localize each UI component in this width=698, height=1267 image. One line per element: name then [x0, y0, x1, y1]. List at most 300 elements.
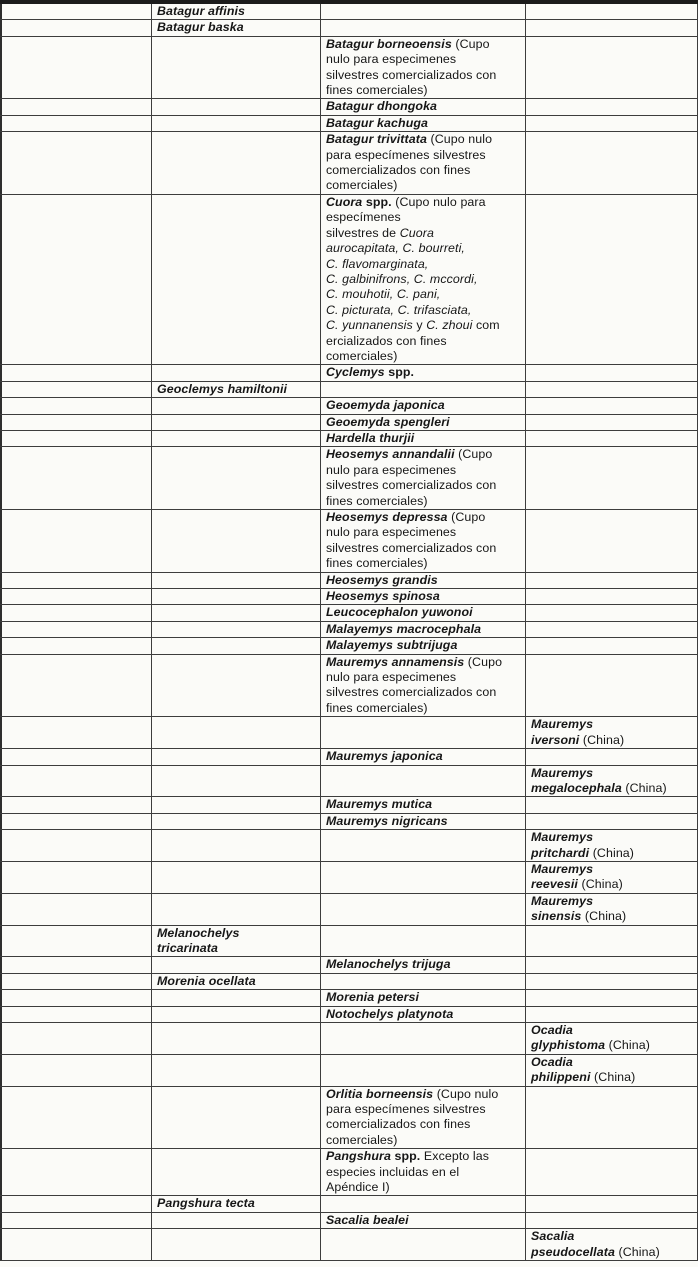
annotation-text: comercializados con fines — [326, 163, 471, 178]
text-line — [326, 478, 522, 493]
annotation-text: para especímenes silvestres — [326, 147, 486, 162]
text-line — [531, 1038, 694, 1053]
table-cell-col3 — [321, 797, 526, 812]
species-name-text: Malayemys macrocephala — [326, 621, 482, 636]
table-cell-col4 — [526, 573, 698, 588]
table-cell-col4 — [526, 605, 698, 620]
text-line — [326, 1007, 522, 1022]
table-cell-col1 — [0, 1087, 152, 1149]
table-cell-col2 — [152, 132, 321, 194]
table-cell-col2 — [152, 957, 321, 972]
table-cell-col3 — [321, 830, 526, 861]
table-cell-col1 — [0, 797, 152, 812]
text-line — [326, 99, 522, 114]
table-row — [0, 589, 698, 605]
species-name-text: C. mouhotii, C. pani, — [326, 287, 441, 302]
species-name-text: Ocadia — [531, 1023, 573, 1037]
species-name-text: Pangshura — [326, 1149, 391, 1164]
species-name-text: Mauremys — [531, 861, 594, 876]
text-line — [326, 525, 522, 540]
table-cell-col2 — [152, 1023, 321, 1054]
table-cell-col1 — [0, 365, 152, 380]
table-cell-col4 — [526, 1055, 698, 1086]
annotation-text: (Cupo — [451, 36, 490, 51]
text-line — [326, 195, 522, 210]
table-cell-col1 — [0, 37, 152, 99]
table-cell-col3 — [321, 957, 526, 972]
table-cell-col4 — [526, 37, 698, 99]
text-line — [157, 382, 317, 397]
table-cell-col2 — [152, 4, 321, 19]
annotation-text: comerciales) — [326, 348, 398, 363]
table-cell-col2 — [152, 814, 321, 829]
text-line — [326, 494, 522, 509]
table-row — [0, 638, 698, 654]
table-cell-col3 — [321, 605, 526, 620]
table-cell-col3 — [321, 431, 526, 446]
table-cell-col2 — [152, 862, 321, 893]
table-cell-col3 — [321, 717, 526, 748]
table-row — [0, 957, 698, 973]
table-cell-col3 — [321, 99, 526, 114]
text-line — [326, 210, 522, 225]
text-line — [531, 1070, 694, 1085]
table-cell-col2 — [152, 1087, 321, 1149]
text-line — [326, 1180, 522, 1195]
table-row — [0, 1055, 698, 1087]
text-line — [531, 781, 694, 796]
table-cell-col2 — [152, 974, 321, 989]
table-cell-col3 — [321, 37, 526, 99]
table-cell-col3 — [321, 1196, 526, 1211]
annotation-text: fines comerciales) — [326, 83, 428, 98]
table-cell-col1 — [0, 1023, 152, 1054]
text-line — [326, 447, 522, 462]
table-row — [0, 766, 698, 798]
table-row — [0, 814, 698, 830]
table-cell-col3 — [321, 749, 526, 764]
table-cell-col3 — [321, 398, 526, 413]
table-cell-col2 — [152, 1055, 321, 1086]
table-row — [0, 926, 698, 958]
table-cell-col2 — [152, 37, 321, 99]
species-name-text: pseudocellata — [531, 1244, 615, 1259]
table-cell-col2 — [152, 622, 321, 637]
text-line — [326, 226, 522, 241]
species-name-text: Geoclemys hamiltonii — [157, 381, 288, 396]
table-row — [0, 132, 698, 195]
species-name-text: sinensis — [531, 909, 582, 924]
species-name-text: Mauremys japonica — [326, 749, 443, 764]
annotation-text: (Cupo — [464, 654, 503, 669]
table-cell-col1 — [0, 717, 152, 748]
table-cell-col1 — [0, 622, 152, 637]
species-name-text: Orlitia borneensis — [326, 1086, 434, 1101]
table-cell-col3 — [321, 894, 526, 925]
table-cell-col2 — [152, 990, 321, 1005]
table-cell-col4 — [526, 814, 698, 829]
text-line — [326, 573, 522, 588]
table-cell-col2 — [152, 1149, 321, 1195]
table-cell-col1 — [0, 1007, 152, 1022]
table-cell-col3 — [321, 990, 526, 1005]
annotation-text: (Cupo nulo — [433, 1086, 499, 1101]
species-name-text: Mauremys — [531, 893, 594, 908]
table-row — [0, 1023, 698, 1055]
table-cell-col4 — [526, 1149, 698, 1195]
text-line — [326, 116, 522, 131]
text-line — [531, 766, 694, 781]
table-cell-col1 — [0, 814, 152, 829]
text-line — [326, 605, 522, 620]
table-cell-col2 — [152, 749, 321, 764]
table-cell-col4 — [526, 398, 698, 413]
text-line — [326, 257, 522, 272]
annotation-text: (Cupo — [454, 447, 493, 462]
text-line — [531, 909, 694, 924]
annotation-text: (China) — [589, 845, 635, 860]
annotation-text: com — [472, 318, 500, 333]
text-line — [326, 272, 522, 287]
text-line — [157, 20, 317, 35]
table-cell-col1 — [0, 447, 152, 509]
annotation-text: (China) — [621, 780, 667, 795]
text-line — [326, 670, 522, 685]
annotation-text: comerciales) — [326, 178, 398, 193]
table-cell-col1 — [0, 1055, 152, 1086]
species-name-text: spp. — [384, 365, 415, 380]
table-cell-col1 — [0, 655, 152, 717]
species-name-text: Morenia ocellata — [157, 973, 256, 988]
table-cell-col3 — [321, 655, 526, 717]
table-cell-col3 — [321, 116, 526, 131]
table-cell-col2 — [152, 447, 321, 509]
table-row — [0, 749, 698, 765]
table-cell-col4 — [526, 1196, 698, 1211]
text-line — [326, 638, 522, 653]
table-cell-col1 — [0, 132, 152, 194]
table-row — [0, 797, 698, 813]
annotation-text: nulo para especimenes — [326, 525, 457, 540]
table-cell-col2 — [152, 830, 321, 861]
table-cell-col1 — [0, 638, 152, 653]
table-cell-col4 — [526, 974, 698, 989]
annotation-text: comerciales) — [326, 1132, 398, 1147]
table-cell-col2 — [152, 510, 321, 572]
text-line — [326, 990, 522, 1005]
annotation-text: (China) — [605, 1038, 650, 1053]
table-cell-col4 — [526, 717, 698, 748]
table-row — [0, 990, 698, 1006]
species-name-text: C. picturata, C. trifasciata, — [326, 302, 472, 317]
table-row — [0, 510, 698, 573]
species-name-text: C. zhoui — [426, 318, 473, 333]
text-line — [326, 287, 522, 302]
table-cell-col2 — [152, 1213, 321, 1228]
table-cell-col3 — [321, 20, 526, 35]
text-line — [326, 163, 522, 178]
table-row — [0, 622, 698, 638]
annotation-text: silvestres comercializados con — [326, 540, 497, 555]
text-line — [531, 894, 694, 909]
species-name-text: Cyclemys — [326, 365, 385, 380]
table-cell-col3 — [321, 132, 526, 194]
table-cell-col3 — [321, 365, 526, 380]
table-cell-col3 — [321, 814, 526, 829]
text-line — [326, 398, 522, 413]
table-cell-col4 — [526, 926, 698, 957]
species-name-text: C. galbinifrons, C. mccordi, — [326, 271, 478, 286]
table-cell-col2 — [152, 573, 321, 588]
species-name-text: glyphistoma — [531, 1038, 606, 1053]
annotation-text: fines comerciales) — [326, 493, 428, 508]
text-line — [326, 37, 522, 52]
species-name-text: Cuora — [326, 194, 363, 209]
table-row — [0, 365, 698, 381]
table-cell-col3 — [321, 4, 526, 19]
table-cell-col2 — [152, 894, 321, 925]
species-name-text: megalocephala — [531, 780, 622, 795]
species-name-text: Sacalia bealei — [326, 1212, 409, 1227]
text-line — [326, 365, 522, 380]
table-row — [0, 116, 698, 132]
table-cell-col1 — [0, 605, 152, 620]
text-line — [326, 52, 522, 67]
table-row — [0, 1213, 698, 1229]
table-row — [0, 717, 698, 749]
annotation-text: comercializados con fines — [326, 1117, 471, 1132]
table-row — [0, 830, 698, 862]
table-cell-col4 — [526, 365, 698, 380]
table-row — [0, 431, 698, 447]
annotation-text: nulo para especimenes — [326, 670, 457, 685]
species-name-text: Geoemyda spengleri — [326, 414, 450, 429]
species-name-text: Heosemys annandalii — [326, 447, 455, 462]
text-line — [326, 1117, 522, 1132]
annotation-text: especies incluidas en el — [326, 1164, 460, 1179]
annotation-text: (China) — [577, 877, 623, 892]
text-line — [531, 733, 694, 748]
annotation-text: Excepto las — [423, 1149, 490, 1164]
text-line — [326, 556, 522, 571]
table-row — [0, 1196, 698, 1212]
table-cell-col1 — [0, 1229, 152, 1260]
table-cell-col2 — [152, 926, 321, 957]
species-name-text: Malayemys subtrijuga — [326, 638, 458, 653]
text-line — [531, 830, 694, 845]
table-cell-col4 — [526, 766, 698, 797]
table-cell-col1 — [0, 116, 152, 131]
text-line — [326, 1213, 522, 1228]
species-name-text: Batagur affinis — [157, 4, 246, 18]
annotation-text: (China) — [581, 909, 627, 924]
text-line — [326, 589, 522, 604]
table-cell-col3 — [321, 926, 526, 957]
species-name-text: philippeni — [531, 1070, 591, 1085]
text-line — [326, 541, 522, 556]
table-cell-col1 — [0, 195, 152, 364]
table-cell-col1 — [0, 99, 152, 114]
table-cell-col4 — [526, 622, 698, 637]
table-cell-col2 — [152, 116, 321, 131]
table-cell-col1 — [0, 974, 152, 989]
species-name-text: Ocadia — [531, 1054, 573, 1069]
table-cell-col3 — [321, 1213, 526, 1228]
table-row — [0, 37, 698, 100]
text-line — [531, 846, 694, 861]
text-line — [326, 132, 522, 147]
text-line — [157, 974, 317, 989]
table-row — [0, 382, 698, 398]
table-cell-col4 — [526, 957, 698, 972]
table-cell-col2 — [152, 655, 321, 717]
annotation-text: (China) — [614, 1244, 660, 1259]
table-row — [0, 195, 698, 365]
table-cell-col4 — [526, 749, 698, 764]
species-name-text: iversoni — [531, 732, 580, 747]
text-line — [326, 749, 522, 764]
table-cell-col4 — [526, 589, 698, 604]
species-name-text: Mauremys mutica — [326, 797, 433, 812]
annotation-text: (China) — [590, 1070, 636, 1085]
table-cell-col3 — [321, 638, 526, 653]
species-name-text: Leucocephalon yuwonoi — [326, 605, 473, 620]
table-cell-col3 — [321, 1007, 526, 1022]
table-cell-col2 — [152, 398, 321, 413]
table-cell-col3 — [321, 589, 526, 604]
text-line — [157, 4, 317, 19]
text-line — [326, 814, 522, 829]
text-line — [326, 349, 522, 364]
table-cell-col3 — [321, 1087, 526, 1149]
table-cell-col1 — [0, 894, 152, 925]
table-cell-col1 — [0, 573, 152, 588]
species-name-text: pritchardi — [531, 845, 590, 860]
annotation-text: fines comerciales) — [326, 556, 428, 571]
table-cell-col1 — [0, 862, 152, 893]
table-cell-col2 — [152, 797, 321, 812]
table-cell-col4 — [526, 116, 698, 131]
text-line — [326, 148, 522, 163]
table-cell-col4 — [526, 894, 698, 925]
text-line — [326, 701, 522, 716]
species-name-text: Melanochelys — [157, 925, 240, 940]
species-name-text: Batagur baska — [157, 20, 244, 35]
table-cell-col1 — [0, 749, 152, 764]
table-row — [0, 1149, 698, 1196]
species-name-text: Hardella thurjii — [326, 430, 415, 445]
text-line — [326, 797, 522, 812]
annotation-text: (Cupo nulo — [426, 132, 493, 147]
table-cell-col4 — [526, 431, 698, 446]
table-cell-col2 — [152, 1196, 321, 1211]
annotation-text: silvestres comercializados con — [326, 478, 497, 493]
table-cell-col3 — [321, 766, 526, 797]
species-name-text: Morenia petersi — [326, 990, 420, 1005]
table-row — [0, 398, 698, 414]
table-cell-col3 — [321, 1023, 526, 1054]
annotation-text: silvestres de — [326, 225, 400, 240]
annotation-text: y — [412, 318, 427, 333]
text-line — [531, 1229, 694, 1244]
table-row — [0, 862, 698, 894]
table-row — [0, 573, 698, 589]
table-cell-col4 — [526, 862, 698, 893]
species-name-text: Melanochelys trijuga — [326, 957, 451, 972]
text-line — [326, 1102, 522, 1117]
species-name-text: Mauremys annamensis — [326, 654, 465, 669]
table-row — [0, 4, 698, 20]
annotation-text: silvestres comercializados con — [326, 685, 497, 700]
table-cell-col2 — [152, 589, 321, 604]
table-cell-col2 — [152, 195, 321, 364]
table-cell-col1 — [0, 990, 152, 1005]
table-row — [0, 99, 698, 115]
table-cell-col4 — [526, 510, 698, 572]
annotation-text: fines comerciales) — [326, 700, 428, 715]
table-cell-col3 — [321, 195, 526, 364]
table-cell-col3 — [321, 862, 526, 893]
text-line — [326, 655, 522, 670]
table-row — [0, 20, 698, 36]
table-cell-col4 — [526, 990, 698, 1005]
species-name-text: Notochelys platynota — [326, 1006, 454, 1021]
table-cell-col1 — [0, 926, 152, 957]
text-line — [326, 1133, 522, 1148]
table-cell-col1 — [0, 415, 152, 430]
table-cell-col4 — [526, 1023, 698, 1054]
table-row — [0, 894, 698, 926]
text-line — [326, 685, 522, 700]
text-line — [531, 717, 694, 732]
species-name-text: Pangshura tecta — [157, 1196, 255, 1211]
table-row — [0, 1087, 698, 1150]
table-cell-col2 — [152, 20, 321, 35]
annotation-text: silvestres comercializados con — [326, 67, 497, 82]
annotation-text: Apéndice I) — [326, 1180, 390, 1195]
table-cell-col4 — [526, 797, 698, 812]
text-line — [326, 318, 522, 333]
annotation-text: ercializados con fines — [326, 333, 447, 348]
table-cell-col1 — [0, 1196, 152, 1211]
table-cell-col1 — [0, 20, 152, 35]
text-line — [326, 178, 522, 193]
text-line — [326, 957, 522, 972]
table-cell-col1 — [0, 510, 152, 572]
species-name-text: Geoemyda japonica — [326, 398, 445, 413]
text-line — [326, 68, 522, 83]
table-cell-col2 — [152, 99, 321, 114]
table-cell-col3 — [321, 1055, 526, 1086]
annotation-text: nulo para especimenes — [326, 52, 457, 67]
table-cell-col2 — [152, 365, 321, 380]
table-row — [0, 655, 698, 718]
text-line — [326, 1149, 522, 1164]
table-cell-col3 — [321, 510, 526, 572]
text-line — [157, 941, 317, 956]
table-cell-col1 — [0, 431, 152, 446]
species-table — [0, 4, 698, 1261]
table-cell-col4 — [526, 447, 698, 509]
table-cell-col2 — [152, 1229, 321, 1260]
species-name-text: C. yunnanensis — [326, 318, 413, 333]
table-cell-col2 — [152, 431, 321, 446]
table-cell-col4 — [526, 638, 698, 653]
table-cell-col1 — [0, 1149, 152, 1195]
table-cell-col3 — [321, 447, 526, 509]
species-name-text: Mauremys — [531, 717, 594, 732]
table-cell-col3 — [321, 1149, 526, 1195]
